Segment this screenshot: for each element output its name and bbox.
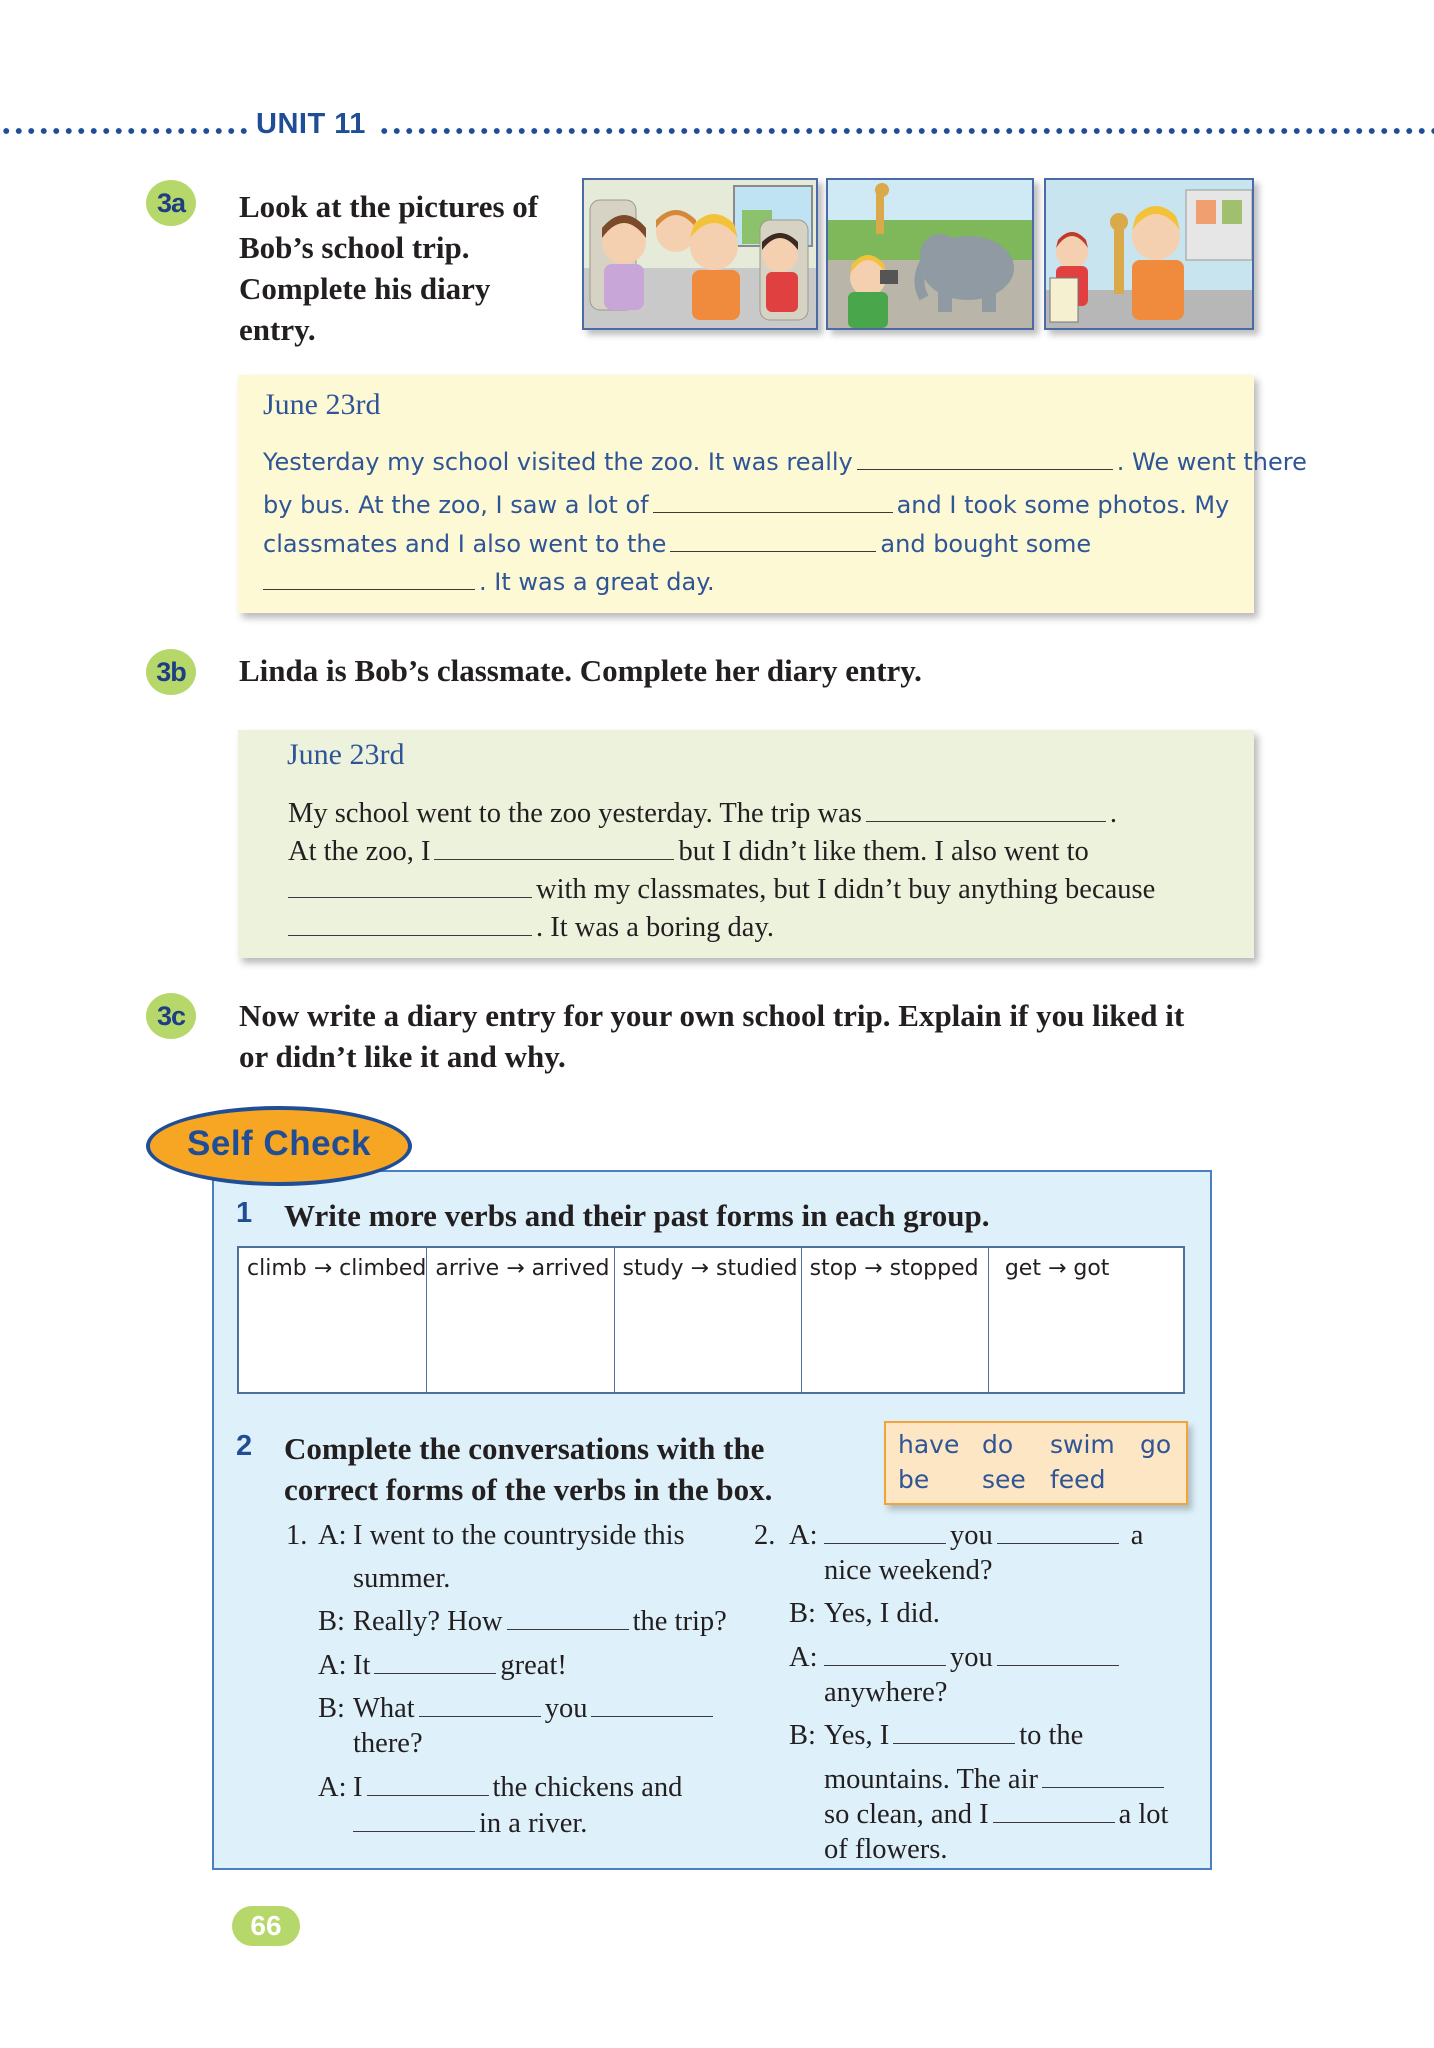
picture-gift-shop (1044, 178, 1254, 330)
answer-blank[interactable] (507, 1628, 629, 1630)
conv-text: you (544, 1693, 588, 1724)
diary-3b-line-4 (288, 912, 774, 944)
conv-text: so clean, and I (824, 1799, 989, 1830)
verb-word: have (898, 1430, 960, 1459)
section-3a-instruction (239, 186, 538, 350)
answer-blank[interactable] (824, 1664, 946, 1666)
diary-text: . We went there (1116, 448, 1307, 476)
diary-3b-line-3 (288, 874, 1155, 906)
diary-text: Yesterday my school visited the zoo. It was really (263, 448, 853, 476)
section-3b-instruction: Linda is Bob’s classmate. Complete her diary entry. (239, 653, 922, 688)
verb-group-column[interactable] (615, 1248, 802, 1392)
diary-3a-date: June 23rd (263, 388, 381, 421)
conv1-line (353, 1693, 717, 1725)
answer-blank[interactable] (434, 858, 674, 860)
diary-3b-line-1 (288, 798, 1117, 830)
verb-example: study → studied (622, 1256, 798, 1281)
verb-word: go (1140, 1430, 1172, 1459)
conv-text: mountains. The air (824, 1764, 1038, 1795)
instruction-line: Look at the pictures of (239, 189, 539, 224)
diary-3a-line-4 (263, 568, 715, 596)
conv1-line (353, 1772, 682, 1804)
page-number: 66 (232, 1906, 300, 1946)
conv-text: you (950, 1520, 993, 1551)
conv2-line (824, 1720, 1083, 1752)
conv2-line (824, 1642, 1123, 1674)
conv1-speaker: A: (318, 1520, 347, 1551)
conv-text: I (353, 1772, 363, 1803)
diary-text: . It was a great day. (479, 568, 715, 596)
verb-word: swim (1050, 1430, 1115, 1459)
section-3c-badge: 3c (146, 993, 196, 1039)
conv-text: to the (1019, 1720, 1084, 1751)
conv2-line: of flowers. (824, 1834, 948, 1865)
verb-example: get → got (1004, 1256, 1110, 1281)
diary-text: and bought some (880, 530, 1092, 558)
picture-zoo-elephant (826, 178, 1034, 330)
answer-blank[interactable] (263, 588, 475, 590)
instruction-line: correct forms of the verbs in the box. (284, 1472, 773, 1507)
verb-word: do (982, 1430, 1014, 1459)
bus-ride-illustration (584, 180, 816, 328)
conv1-line: summer. (353, 1563, 451, 1594)
task-1-instruction: Write more verbs and their past forms in each group. (284, 1198, 990, 1233)
diary-text: by bus. At the zoo, I saw a lot of (263, 491, 649, 519)
header-dots-left (0, 126, 248, 136)
answer-blank[interactable] (288, 896, 532, 898)
verb-example: stop → stopped (809, 1256, 979, 1281)
verb-example: arrive → arrived (435, 1256, 610, 1281)
self-check-title: Self Check (187, 1124, 371, 1163)
instruction-line: or didn’t like it and why. (239, 1039, 566, 1074)
verb-group-column[interactable] (802, 1248, 989, 1392)
verb-group-column[interactable] (989, 1248, 1183, 1392)
diary-text: My school went to the zoo yesterday. The trip was (288, 798, 862, 829)
conv1-label: 1. (286, 1520, 308, 1551)
unit-title: UNIT 11 (256, 108, 366, 140)
task-2-number: 2 (236, 1430, 253, 1462)
verb-word: see (982, 1465, 1026, 1494)
answer-blank[interactable] (866, 820, 1106, 822)
task-1-number: 1 (236, 1197, 253, 1229)
conv1-line: there? (353, 1728, 423, 1759)
answer-blank[interactable] (591, 1715, 713, 1717)
answer-blank[interactable] (1042, 1786, 1164, 1788)
answer-blank[interactable] (367, 1794, 489, 1796)
answer-blank[interactable] (993, 1821, 1115, 1823)
answer-blank[interactable] (997, 1664, 1119, 1666)
conv2-speaker: B: (789, 1598, 816, 1629)
conv-text: great! (500, 1650, 567, 1681)
conv2-line (824, 1520, 1143, 1552)
conv2-line: anywhere? (824, 1677, 948, 1708)
verb-word: feed (1050, 1465, 1106, 1494)
conv-text: the chickens and (492, 1772, 683, 1803)
verb-group-column[interactable] (239, 1248, 427, 1392)
diary-text: and I took some photos. My (896, 491, 1230, 519)
section-3c-instruction (239, 995, 1184, 1077)
conv-text: you (950, 1642, 993, 1673)
diary-text: . It was a boring day. (536, 912, 774, 943)
task-2-instruction (284, 1428, 772, 1510)
verb-groups-table (237, 1246, 1185, 1394)
conv-text: Really? How (353, 1606, 503, 1637)
conv-text: It (353, 1650, 371, 1681)
answer-blank[interactable] (374, 1672, 496, 1674)
diary-text: with my classmates, but I didn’t buy anything because (536, 874, 1156, 905)
instruction-line: Complete his diary (239, 271, 491, 306)
conv-text: What (353, 1693, 415, 1724)
diary-3a-line-2 (263, 491, 1229, 519)
answer-blank[interactable] (353, 1830, 475, 1832)
conv-text: the trip? (632, 1606, 727, 1637)
verb-word: be (898, 1465, 930, 1494)
elephant-illustration (828, 180, 1032, 328)
diary-3b-date: June 23rd (287, 738, 405, 771)
answer-blank[interactable] (997, 1542, 1119, 1544)
conv1-speaker: A: (318, 1772, 347, 1803)
verb-example: climb → climbed (247, 1256, 427, 1281)
section-3b-badge: 3b (146, 649, 196, 695)
conv1-speaker: A: (318, 1650, 347, 1681)
conv2-line: nice weekend? (824, 1555, 993, 1586)
conv2-speaker: A: (789, 1520, 818, 1551)
diary-text: but I didn’t like them. I also went to (678, 836, 1089, 867)
conv2-line: Yes, I did. (824, 1598, 940, 1629)
picture-bus-ride (582, 178, 818, 330)
conv2-line (824, 1764, 1168, 1796)
instruction-line: Now write a diary entry for your own school trip. Explain if you liked it (239, 998, 1185, 1033)
diary-text: At the zoo, I (288, 836, 431, 867)
answer-blank[interactable] (824, 1542, 946, 1544)
conv-text: a (1130, 1520, 1144, 1551)
conv1-line (353, 1808, 587, 1840)
instruction-line: Complete the conversations with the (284, 1431, 765, 1466)
verb-group-column[interactable] (427, 1248, 614, 1392)
gift-shop-illustration (1046, 180, 1252, 328)
conv2-speaker: A: (789, 1642, 818, 1673)
conv1-line (353, 1650, 567, 1682)
conv1-line: I went to the countryside this (353, 1520, 685, 1551)
conv-text: Yes, I (824, 1720, 890, 1751)
conv2-label: 2. (754, 1520, 776, 1551)
diary-3a-line-3 (263, 530, 1091, 558)
answer-blank[interactable] (893, 1742, 1015, 1744)
answer-blank[interactable] (857, 468, 1113, 470)
answer-blank[interactable] (288, 934, 532, 936)
diary-3b-line-2 (288, 836, 1089, 868)
conv2-speaker: B: (789, 1720, 816, 1751)
conv1-speaker: B: (318, 1693, 345, 1724)
conv-text: a lot (1118, 1799, 1169, 1830)
answer-blank[interactable] (653, 511, 893, 513)
diary-text: classmates and I also went to the (263, 530, 667, 558)
header-dots-right (378, 126, 1434, 136)
conv-text: in a river. (479, 1808, 588, 1839)
answer-blank[interactable] (670, 550, 876, 552)
conv2-line (824, 1799, 1168, 1831)
instruction-line: Bob’s school trip. (239, 230, 470, 265)
conv1-line (353, 1606, 727, 1638)
diary-text: . (1109, 798, 1117, 829)
section-3a-badge: 3a (146, 180, 196, 226)
instruction-line: entry. (239, 312, 316, 347)
answer-blank[interactable] (419, 1715, 541, 1717)
diary-3a-line-1 (263, 448, 1307, 476)
conv1-speaker: B: (318, 1606, 345, 1637)
